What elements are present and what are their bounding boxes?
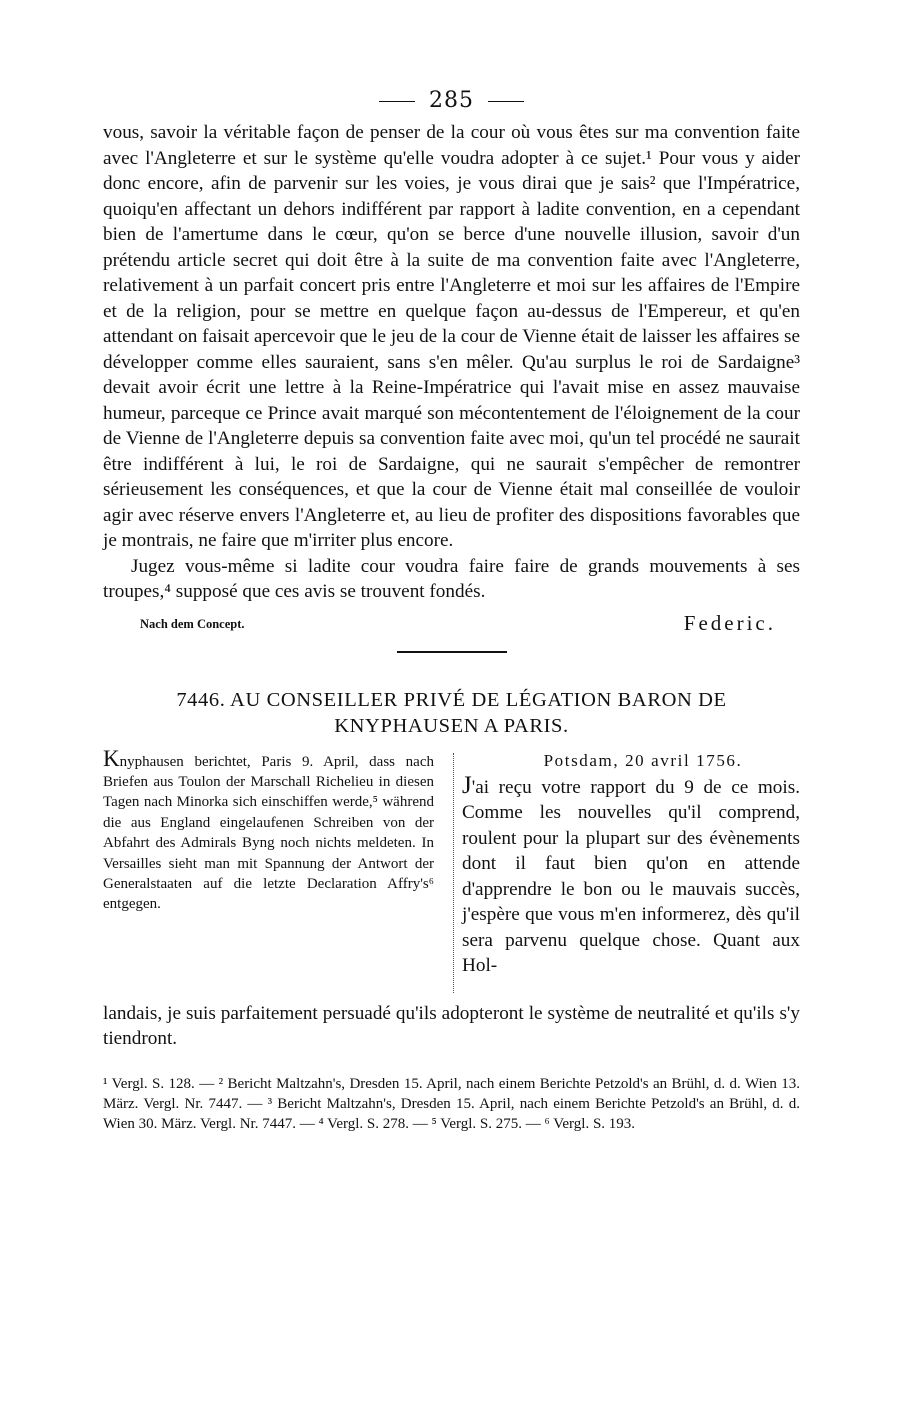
header-dash-left [379,101,415,102]
header-dash-right [488,101,524,102]
letter-columns [103,745,800,1001]
footnotes: ¹ Vergl. S. 128. — ² Bericht Maltzahn's, Dresden 15. April, nach einem Berichte Petzold's an Brühl, d. d. Wien 13. März. Vergl. Nr. 7447. — ³ Bericht Maltzahn's, Dresden 15. April, nach einem Berichte Petzold's an Brühl, d. d. Wien 30. März. Vergl. Nr. 7447. — ⁴ Vergl. S. 278. — ⁵ Vergl. S. 275. — ⁶ Vergl. S. 193. [103,1075,800,1132]
letter-opening [462,773,800,979]
column-divider [453,753,454,993]
document-page [103,86,800,1134]
letter-initial: J [462,771,472,799]
dateline: Potsdam, 20 avril 1756. [543,750,743,770]
signature-row [103,610,800,647]
section-divider [397,651,507,653]
letter-title: 7446. AU CONSEILLER PRIVÉ DE LÉGATION BARON DE KNYPHAUSEN A PARIS. [176,688,727,737]
signature: Federic. [683,610,776,635]
letter-column [462,749,800,979]
letter-text: 'ai reçu votre rapport du 9 de ce mois. Comme les nouvelles qu'il comprend, roulent pour la plupart sur des évènements dont il faut bien qu'on en attende d'apprendre le bon ou le mauvais succès, j'espère que vous m'en informerez, dès qu'il sera parvenu quelque chose. Quant aux Hol- [462,776,800,976]
main-paragraph-1: vous, savoir la véritable façon de penser de la cour où vous êtes sur ma convention faite avec l'Angleterre et sur le système qu'elle voudra adopter à ce sujet.¹ Pour vous y aider donc encore, afin de parvenir sur les voies, je vous dirai que je sais² que l'Impératrice, quoiqu'en affectant un dehors indifférent par rapport à ladite convention, en a cependant bien de l'amertume dans le cœur, qu'on se berce d'une nouvelle illusion, savoir d'un prétendu article secret qui doit être à la suite de ma convention faite avec l'Angleterre, relativement à un parfait concert pris entre l'Angleterre et moi sur les affaires de l'Empire et de la religion, pour se mettre en quelque façon au-dessus de l'Empereur, et qu'en attendant on faisait apercevoir que le jeu de la cour de Vienne était de laisser les affaires se développer comme elles sauraient, sans s'en mêler. Qu'au surplus le roi de Sardaigne³ devait avoir écrit une lettre à la Reine-Impératrice qui l'avait mise en assez mauvaise humeur, parceque ce Prince avait marqué son mécontentement de l'éloignement de la cour de Vienne de l'Angleterre depuis sa convention faite avec moi, qu'un tel procédé ne saurait être indifférent à lui, le roi de Sardaigne, qui ne saurait s'empêcher de remontrer sérieusement les conséquences, et que la cour de Vienne était mal conseillée de vouloir agir avec réserve envers l'Angleterre et, au lieu de profiter des dispositions favorables que je montrais, ne faire que m'irriter plus encore. [103,122,800,551]
summary-text: nyphausen berichtet, Paris 9. April, dass nach Briefen aus Toulon der Marschall Richelieu in diesen Tagen nach Minorka sich einschiffen werde,⁵ während die aus England eingelaufenen Schreiben von der Abfahrt des Admirals Byng noch nichts meldeten. In Versailles sieht man mit Spannung der Antwort der Generalstaaten auf die letzte Declaration Affry's⁶ entgegen. [103,753,434,913]
summary-initial: K [103,745,120,771]
summary-column [103,745,434,915]
letter-continuation: landais, je suis parfaitement persuadé qu'ils adopteront le système de neutralité et qu'ils s'y tiendront. [103,1002,800,1049]
source-note: Nach dem Concept. [140,616,245,631]
page-number: 285 [429,88,474,113]
page-header [103,86,800,116]
main-paragraph-2: Jugez vous-même si ladite cour voudra faire faire de grands mouvements à ses troupes,⁴ supposé que ces avis se trouvent fondés. [103,555,800,602]
